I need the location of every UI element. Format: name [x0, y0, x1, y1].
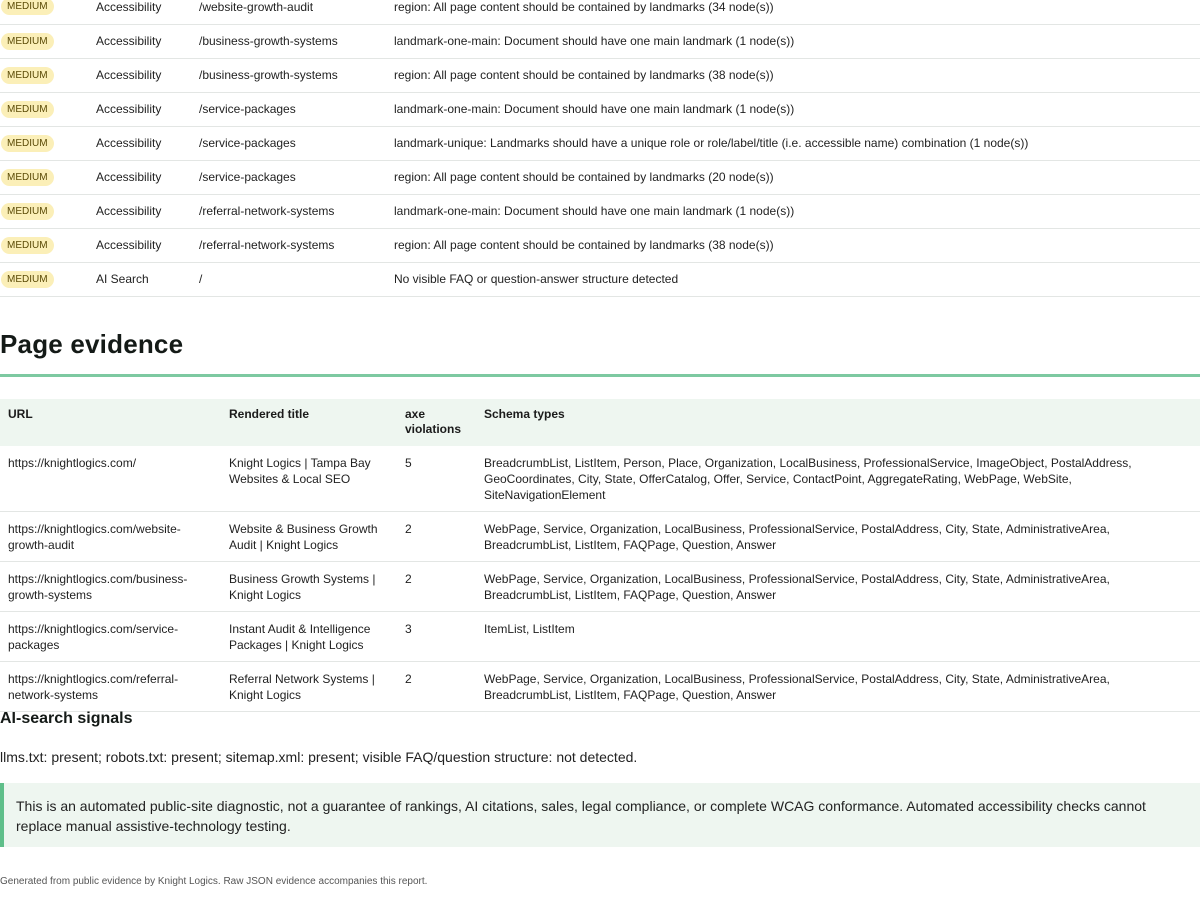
path-cell: /referral-network-systems [199, 204, 335, 218]
path-cell: / [199, 272, 203, 286]
ai-search-signals-heading: AI-search signals [0, 710, 133, 727]
category-cell: Accessibility [96, 102, 162, 116]
schema-types-cell: ItemList, ListItem [476, 612, 1200, 662]
category-cell: Accessibility [96, 170, 162, 184]
severity-badge: MEDIUM [1, 0, 54, 15]
severity-cell [0, 228, 96, 262]
severity-cell [0, 58, 96, 92]
url-cell: https://knightlogics.com/business-growth-systems [0, 562, 221, 612]
path-cell: /business-growth-systems [199, 34, 338, 48]
rendered-title-cell: Business Growth Systems | Knight Logics [221, 562, 397, 612]
evidence-table [0, 399, 1200, 712]
message-cell: region: All page content should be contained by landmarks (38 node(s)) [394, 68, 774, 82]
finding-row [0, 160, 1200, 194]
severity-badge: MEDIUM [1, 67, 54, 84]
category-cell: Accessibility [96, 0, 162, 14]
finding-row [0, 228, 1200, 262]
rendered-title-cell: Knight Logics | Tampa Bay Websites & Local SEO [221, 446, 397, 512]
url-cell: https://knightlogics.com/referral-network-systems [0, 662, 221, 712]
rendered-title-cell: Website & Business Growth Audit | Knight Logics [221, 512, 397, 562]
severity-badge: MEDIUM [1, 271, 54, 288]
ai-search-signals-text: llms.txt: present; robots.txt: present; sitemap.xml: present; visible FAQ/question structure: not detected. [0, 749, 638, 765]
rendered-title-cell: Referral Network Systems | Knight Logics [221, 662, 397, 712]
evidence-row [0, 562, 1200, 612]
category-cell: Accessibility [96, 204, 162, 218]
severity-badge: MEDIUM [1, 203, 54, 220]
section-divider [0, 374, 1200, 377]
schema-types-cell: WebPage, Service, Organization, LocalBusiness, ProfessionalService, PostalAddress, City, State, AdministrativeArea, BreadcrumbList, ListItem, FAQPage, Question, Answer [476, 562, 1200, 612]
finding-row [0, 126, 1200, 160]
severity-cell [0, 126, 96, 160]
path-cell: /website-growth-audit [199, 0, 314, 14]
findings-table-body [0, 0, 1200, 296]
category-cell: Accessibility [96, 136, 162, 150]
message-cell: region: All page content should be contained by landmarks (38 node(s)) [394, 238, 774, 252]
path-cell: /business-growth-systems [199, 68, 338, 82]
severity-badge: MEDIUM [1, 101, 54, 118]
severity-cell [0, 262, 96, 296]
path-cell: /service-packages [199, 136, 296, 150]
severity-badge: MEDIUM [1, 33, 54, 50]
axe-violations-cell: 3 [397, 612, 476, 662]
severity-badge: MEDIUM [1, 169, 54, 186]
finding-row [0, 0, 1200, 24]
disclaimer-note: This is an automated public-site diagnostic, not a guarantee of rankings, AI citations, sales, legal compliance, or complete WCAG conformance. Automated accessibility checks cannot replace manual assistive-technology testing. [0, 783, 1200, 847]
message-cell: landmark-one-main: Document should have one main landmark (1 node(s)) [394, 204, 795, 218]
category-cell: Accessibility [96, 68, 162, 82]
severity-cell [0, 92, 96, 126]
findings-table [0, 0, 1200, 297]
column-header-url: URL [0, 399, 221, 446]
path-cell: /referral-network-systems [199, 238, 335, 252]
severity-badge: MEDIUM [1, 237, 54, 254]
evidence-table-body [0, 446, 1200, 712]
axe-violations-cell: 2 [397, 662, 476, 712]
message-cell: landmark-unique: Landmarks should have a unique role or role/label/title (i.e. accessible name) combination (1 node(s)) [394, 136, 1029, 150]
report-footer: Generated from public evidence by Knight Logics. Raw JSON evidence accompanies this report. [0, 876, 428, 887]
url-cell: https://knightlogics.com/service-packages [0, 612, 221, 662]
schema-types-cell: WebPage, Service, Organization, LocalBusiness, ProfessionalService, PostalAddress, City, State, AdministrativeArea, BreadcrumbList, ListItem, FAQPage, Question, Answer [476, 512, 1200, 562]
evidence-row [0, 612, 1200, 662]
finding-row [0, 194, 1200, 228]
severity-cell [0, 0, 96, 24]
evidence-table-header [0, 399, 1200, 446]
message-cell: region: All page content should be contained by landmarks (20 node(s)) [394, 170, 774, 184]
severity-cell [0, 24, 96, 58]
evidence-row [0, 446, 1200, 512]
category-cell: AI Search [96, 272, 149, 286]
finding-row [0, 262, 1200, 296]
url-cell: https://knightlogics.com/website-growth-audit [0, 512, 221, 562]
message-cell: landmark-one-main: Document should have one main landmark (1 node(s)) [394, 102, 795, 116]
axe-violations-cell: 5 [397, 446, 476, 512]
column-header-rendered-title: Rendered title [221, 399, 397, 446]
column-header-schema-types: Schema types [476, 399, 1200, 446]
evidence-row [0, 662, 1200, 712]
category-cell: Accessibility [96, 34, 162, 48]
column-header-axe-violations: axe violations [397, 399, 476, 446]
finding-row [0, 58, 1200, 92]
severity-badge: MEDIUM [1, 135, 54, 152]
url-cell: https://knightlogics.com/ [0, 446, 221, 512]
evidence-row [0, 512, 1200, 562]
finding-row [0, 24, 1200, 58]
page-evidence-heading: Page evidence [0, 329, 184, 359]
severity-cell [0, 160, 96, 194]
message-cell: No visible FAQ or question-answer structure detected [394, 272, 679, 286]
schema-types-cell: WebPage, Service, Organization, LocalBusiness, ProfessionalService, PostalAddress, City, State, AdministrativeArea, BreadcrumbList, ListItem, FAQPage, Question, Answer [476, 662, 1200, 712]
severity-cell [0, 194, 96, 228]
schema-types-cell: BreadcrumbList, ListItem, Person, Place, Organization, LocalBusiness, ProfessionalService, ImageObject, PostalAddress, GeoCoordinates, City, State, OfferCatalog, Offer, Service, ContactPoint, AggregateRating, WebPage, WebSite, SiteNavigationElement [476, 446, 1200, 512]
message-cell: landmark-one-main: Document should have one main landmark (1 node(s)) [394, 34, 795, 48]
path-cell: /service-packages [199, 102, 296, 116]
finding-row [0, 92, 1200, 126]
axe-violations-cell: 2 [397, 562, 476, 612]
axe-violations-cell: 2 [397, 512, 476, 562]
path-cell: /service-packages [199, 170, 296, 184]
message-cell: region: All page content should be contained by landmarks (34 node(s)) [394, 0, 774, 14]
rendered-title-cell: Instant Audit & Intelligence Packages | Knight Logics [221, 612, 397, 662]
category-cell: Accessibility [96, 238, 162, 252]
